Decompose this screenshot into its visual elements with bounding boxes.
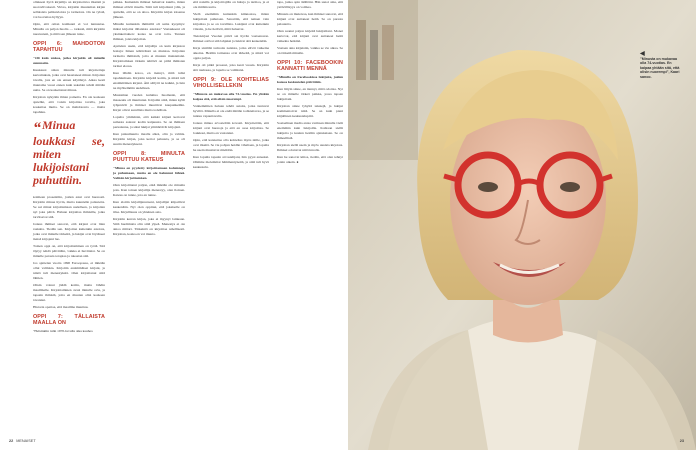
paragraph: Jos ajattelen vuotta 1990 Euroopassa, ei mikään ollut valmista. Kirjoitin ensimmäiset kirjani, ja niistä tuli menestyksiä. Olen kirjoittanut siitä lähtien. <box>33 261 105 280</box>
paragraph: Vastaan aina kirjeisiin, vaikka se vie aikaa. Se on tärkeää minulle. <box>277 46 343 55</box>
right-column-1 <box>193 0 269 172</box>
paragraph: "Minulla on Facebookissa lukijoita, joiden kanssa keskustelen päivittäin. <box>277 75 343 84</box>
section-heading-6: OPPI 6: MAHDOTON TAPAHTUU <box>33 41 105 53</box>
paragraph: Historia opettaa, että maailma muuttuu. <box>33 305 89 309</box>
paragraph: Kun aloitin kirjailijanuraani, kirjailijat kilpailivat keskenään. Nyt olen oppinut, että jokaiselle on tilaa. Kirjallisuus on yhteinen asia. <box>113 200 185 214</box>
left-column-2 <box>113 0 185 239</box>
paragraph: "Minua on pyydetty kirjoittamaan kolumneja ja puhumaan, mutta en ole halunnut lähteä. Valitsin kirjoittamisen. <box>113 166 185 180</box>
page-footer-right <box>680 439 687 443</box>
paragraph: Kun lähdin kotoa, en tiennyt, mitä tulisi tapahtumaan. Kirjoitin kirjeitä kotiin, ja niistä tuli ensimmäinen kirjani. Äiti säilytti ne kaikki, ja luin ne myöhemmin uudelleen. <box>113 71 185 90</box>
left-column-1 <box>33 0 105 336</box>
paragraph: Muutaman vuoden kuluttua huomasin, että maaseutu oli muuttunut. Kirjoitin siitä, miten kylät tyhjenivät ja ihmiset muuttivat kaupunkeihin. Kirjat olivat surullisia mutta todellisia. <box>113 93 185 112</box>
paragraph: Toinen oppi on, että kirjoittaminen on työtä. Sitä täytyy tehdä päivittäin, vaikka ei huvittaisi. Se on minulle parasta terapiaa ja rakastan sitä. <box>33 244 105 258</box>
paragraph: "Helsinkiin tulin 1970-luvulla aika kauhea <box>33 329 93 333</box>
paragraph: Lopulta ymmärsin, että kaikki kirjani kertovat samasta asiasta: kodin kaipuusta. Se on ihmisen perustunne, ja siksi lukijat ymmärtävät kirjojani. <box>113 115 185 129</box>
paragraph: kolmeen prosenttiin, joiden asiat ovat huonosti. Kirjoitin minua hyvin, mutta kuuntelin palautetta. Se sai minut kirjoittamaan uudelleen, ja kirjoitan nyt joka päivä. Haluan kirjoittaa ihmisille, jotka tarvitsevat sitä. <box>33 195 105 219</box>
paragraph: "Minusta on mukavaa olla 74-vuotias. En yhtään kaipaa sitä, että olisin nuorempi. <box>193 92 269 101</box>
quote-mark-icon: “ <box>33 120 41 137</box>
paragraph: Opin, että kannattaa olla kohtelias myös niille, jotka ovat ilkeitä. Se vie pohjan heidän vihaltaan, ja lopulta he usein muuttavat mieltään. <box>193 138 269 152</box>
paragraph: Olen saanut paljon kirjeitä lukijoiltani. Monet kertovat, että kirjani ovat auttaneet heitä vaikeina hetkinä. <box>277 29 343 43</box>
paragraph: Joskus ihmiset sanovat, että kirjani ovat liian raskaita. Tiedän sen. Kirjoitan kuitenkin asioista, jotka ovat minulle tärkeitä, ja lukijat ovat löytäneet tiensä kirjojeni luo. <box>33 222 105 241</box>
paragraph: Minusta on mukavaa, kun ihmiset sanovat, että kirjani ovat auttaneet heitä. Se on parasta palautetta. <box>277 12 343 26</box>
paragraph: Kun liityin sinne, en tiennyt, mitä odottaa. Nyt se on minulle tärkeä paikka, jossa tapaan lukijoitani. <box>277 87 343 101</box>
paragraph: Sosiaalinen media antaa varmaan minulle vielä enemmän kuin lukijoille. Kohtaan siellä lukijoita ja kuulen heidän ajatuksiaan. Se on ihmeellistä. <box>277 121 343 140</box>
pull-quote: “Minua loukkasi se, miten lukijoistani puhuttiin. <box>33 118 105 187</box>
paragraph: Kirja sisältää tarinoita naisista, jotka elivät vaikeina aikoina. Heidän tarinansa ovat tärkeitä, ja niistä voi oppia paljon. <box>193 46 269 60</box>
right-column-2 <box>277 0 343 167</box>
arrow-left-icon: ◀ <box>640 51 645 57</box>
paragraph: Minulle kuitenkin ihmisillä oli sama kysymys: miksi kirjoitat tällaisista asioista? Vastaukseni oli yksinkertainen: koska ne ovat totta. Tunnen ihmiset, joista kirjoitan. <box>113 22 185 41</box>
paragraph: Kirjoitan sinne lyhyitä tekstejä, ja lukijat kommentoivat niitä. Se on kuin pieni kirjallinen keskustelupiiri. <box>277 104 343 118</box>
paragraph: että naisilla ja kirjoittajilla on haluja ja tarmoa, ja ei ole mitään uutta. <box>193 0 269 9</box>
paragraph: Kirjoitan siellä usein ja myös uusista kirjoista. Ihmiset odottavat niitä innolla. <box>277 143 343 152</box>
page-footer-left <box>9 439 36 443</box>
section-heading-8: OPPI 8: MINULTA PUUTTUU KATEUS <box>113 151 185 163</box>
left-eye <box>478 182 498 192</box>
paragraph: Kirjoitin kerran kirjan, joka ei myynyt lainkaan. Siitä huolimatta olin siitä ylpeä. Menestys ei ole ainoa mittari. Tärkeintä on kirjoittaa rehellisesti. Kirjoitan, koska en voi muuta. <box>113 217 185 236</box>
paragraph: Kuukausi sitten minulle tuli kirjoitettuja kertomuksia, jotka ovat haastaneet minut. Kirjoitan tavalla, jota en ole ennen käyttänyt. Aikaa kesti muutama vuosi ennen kuin uskalsin tehdä mitään uutta. Se on koskettanut minua. <box>33 68 105 92</box>
paragraph: Opin, että oman kaimaani ei voi tunnustaa. Minulla on paljon huolia — tarkasti, mitä kirjoitin nuoruuteni, ja mitä sen jälkeen tulee. <box>33 22 105 36</box>
paragraph: Olisin voinut jäädä kotiin, mutta lähdin maailmalle. Kirjoittaminen avasi minulle ovia, ja tapasin ihmisiä, joita en muuten olisi koskaan tavannut. <box>33 283 105 302</box>
section-heading-7: OPPI 7: TÄLLAISTA MAALLA ON <box>33 314 105 326</box>
paragraph: Kun he sanovat kiitos, tiedän, että olen tehnyt jotain oikein. ● <box>277 155 343 164</box>
right-page <box>348 0 696 450</box>
paragraph: Kun paluumuutto maalle alkoi, olin jo valmis. Kirjoitin kirjan, joka kertoi paluusta, ja se oli suurin menestykseni. <box>113 132 185 146</box>
paragraph: Olen kirjoittanut paljon, eikä mikään ole minulta pois. Kun toinen kirjailija menestyy, olen iloinen. Kateus on tunne, jota en tunne. <box>113 183 185 197</box>
section-heading-9: OPPI 9: OLE KOHTELIAS VIHOLLISELLEKIN <box>193 77 269 89</box>
paragraph: Kirjoitan nykyään ilman paineita. En ole koskaan ajatellut, että voisin kirjoittaa tavalla, joka koskettaa muita. Se on mahdotonta — mutta tapahtuu. <box>33 95 105 114</box>
page-number: 22 <box>9 439 14 443</box>
paragraph: palkka. Kuitenkin ihmiset halusivat kuulla, miten ihmiset elävät maalla. Siitä tuli kirjoitteni ydin, ja ajattelin, että se on aitoa. Kirjoitin kirjan toisensa jälkeen. <box>113 0 185 19</box>
paragraph: Ajattelen usein, että kirjailija on kuin kirjaston hoitaja: hänen tehtävänsä on muistaa. Kirjoitan tarinoita ihmisistä, joita ei muuten muistettaisi. Kirjoittamisen tärkein tehtävä on pitää ihmisten tarinat elossa. <box>113 44 185 68</box>
paragraph: Joskus minua arvosteltiin kovasti. Kirjoitettiin, että kirjani ovat huonoja ja että en osaa kirjoittaa. Se loukkasi, mutta en vastannut. <box>193 121 269 135</box>
paragraph: Tietokirjasi Vuoden päivä sai hyvän vastaanoton. Ihmiset ostivat sitä lahjaksi ja lukivat sitä keskenään. <box>193 34 269 43</box>
paragraph: Kirja oli pitkä prosessi, joka kesti vuosia. Kirjoitin sitä rauhassa, ja lopulta se valmistui. <box>193 63 269 72</box>
paragraph: Kun lopulta tapasin arvostelijani, hän pyysi anteeksi. Olimme molemmat hämmentyneitä, ja siitä tuli hyvä keskustelu. <box>193 155 269 169</box>
section-heading-10: OPPI 10: FACEBOOKIN KANNATTI MENNÄ <box>277 60 343 72</box>
photo-caption: ◀ "Minusta on mukavaa olla 74-vuotias. En kaipaa yhtään sitä, että olisin nuorempi", Kaari sanoo. <box>640 51 680 79</box>
paragraph: tapa, jonka opin äidiltäni. Hän sanoi aina, että ystävällisyys on voimaa. <box>277 0 343 9</box>
page-number: 23 <box>679 439 684 443</box>
paragraph: Vielä enemmän kuitenkin kiinnostaa, miten lukijoitani puhutaan. Sanottiin, että nainen vain kirjoittaa ja se on tavallista. Lukijani ovat kuitenkin viisaita, ja he tietävät, mitä haluavat. <box>193 12 269 31</box>
paragraph: "Oli kuin unissa, jotka kirjoitin oli minulle suunnattu. <box>33 56 105 65</box>
magazine-section: MENAISET <box>16 439 36 443</box>
right-eye <box>560 182 580 192</box>
paragraph: Vanhemmiten haluan tehdä asioita, jotka tuntuvat hyviltä. Minulla ei ole enää mitään todistettavaa, ja se tuntuu vapauttavalta. <box>193 104 269 118</box>
paragraph: ollaksesi hyvä kirjailija on kirjoitettava ilkeästi ja suoraviivaisesti. Virtaa, kirjoitin muutaman kirjan sellaisista pelikuvioista ja tarinoista. On ne tylsiä, voi luovuttaa hyllyyn. <box>33 0 105 19</box>
